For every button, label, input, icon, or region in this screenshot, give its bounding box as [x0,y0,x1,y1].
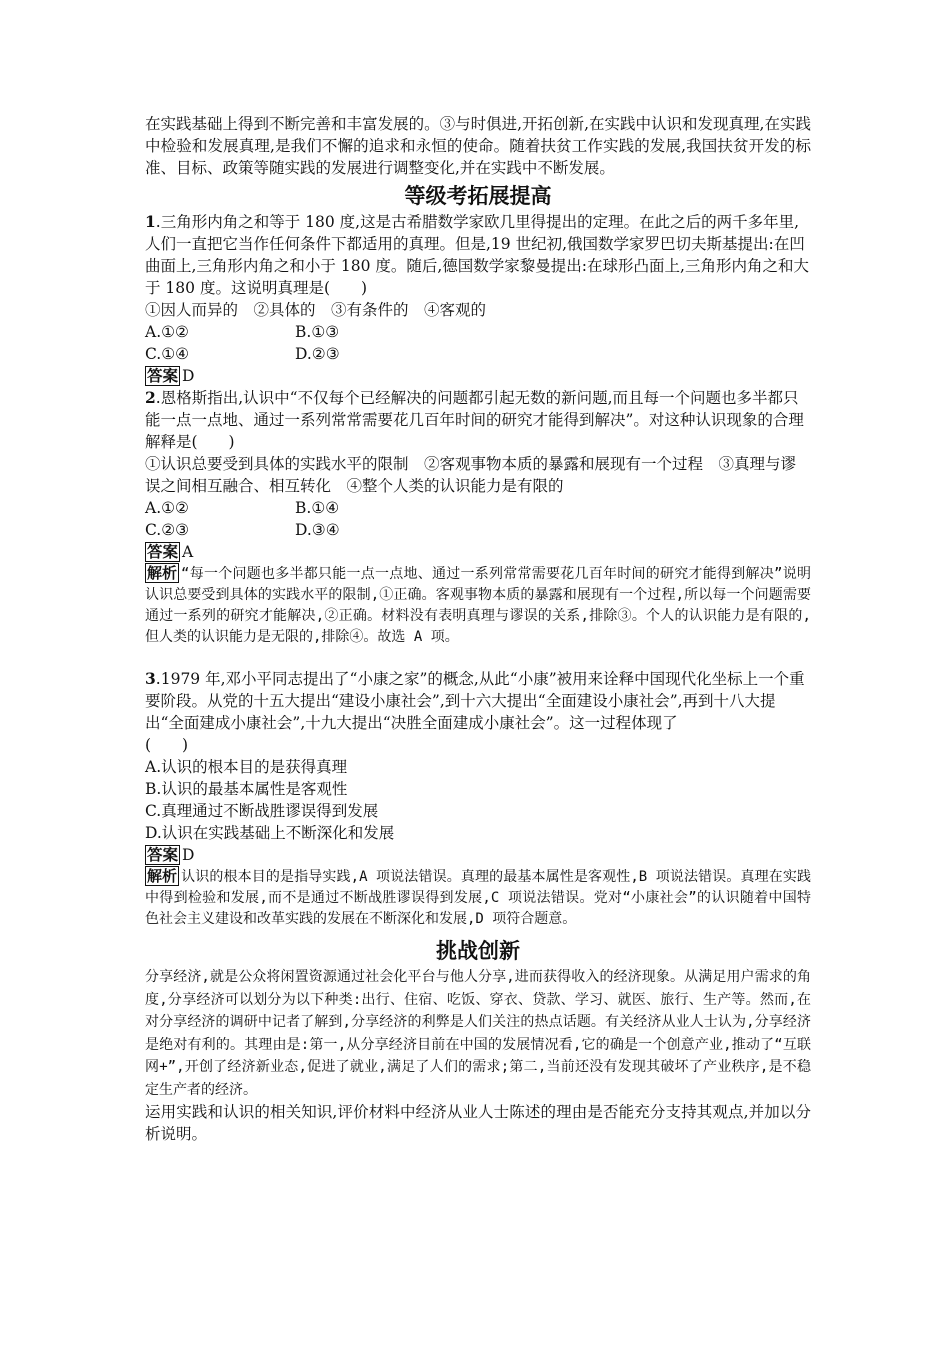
material-paragraph: 分享经济,就是公众将闲置资源通过社会化平台与他人分享,进而获得收入的经济现象。从满足用户需求的角度,分享经济可以划分为以下种类:出行、住宿、吃饭、穿衣、贷款、学习、就医、旅行、生产等。然而,在对分享经济的调研中记者了解到,分享经济的利弊是人们关注的热点话题。有关经济从业人士认为,分享经济是绝对有利的。其理由是:第一,从分享经济目前在中国的发展情况看,它的确是一个创意产业,推动了“互联网+”,开创了经济新业态,促进了就业,满足了人们的需求;第二,当前还没有发现其破坏了产业秩序,是不稳定生产者的经济。 [145,969,811,1098]
question-number: 3 [145,669,156,688]
question-2 [145,387,811,648]
task-paragraph: 运用实践和认识的相关知识,评价材料中经济从业人士陈述的理由是否能充分支持其观点,并加以分析说明。 [145,1103,811,1143]
question-3 [145,668,811,930]
question-text: .1979 年,邓小平同志提出了“小康之家”的概念,从此“小康”被用来诠释中国现代化坐标上一个重要阶段。从党的十五大提出“建设小康社会”,到十六大提出“全面建设小康社会”,再到十八大提出“全面建成小康社会”,十九大提出“决胜全面建成小康社会”。这一过程体现了 [145,670,805,732]
question-2-stem [145,387,811,453]
answer-tag: 答案 [147,845,179,864]
document-page [145,113,811,1145]
option-c: C.真理通过不断战胜谬误得到发展 [145,802,379,820]
answer-tag: 答案 [147,542,179,561]
answer-line [145,365,811,387]
section-heading-extension: 等级考拓展提高 [404,184,552,208]
option-d: D.认识在实践基础上不断深化和发展 [145,824,395,842]
explanation-tag: 解析 [147,564,178,582]
question-1-stem [145,211,811,299]
answer-tag: 答案 [147,366,179,385]
option-c: C.②③ [145,521,190,539]
section-heading-challenge: 挑战创新 [436,939,520,963]
answer-value: D [182,367,195,385]
answer-value: A [182,543,194,561]
option-b: B.①③ [295,323,340,341]
answer-line [145,844,811,866]
question-2-items: ①认识总要受到具体的实践水平的限制 ②客观事物本质的暴露和展现有一个过程 ③真理与谬误之间相互融合、相互转化 ④整个人类的认识能力是有限的 [145,455,797,495]
option-a: A.认识的根本目的是获得真理 [145,758,348,776]
explanation-text: 认识的根本目的是指导实践,A 项说法错误。真理的最基本属性是客观性,B 项说法错误。真理在实践中得到检验和发展,而不是通过不断战胜谬误得到发展,C 项说法错误。党对“小康社会”的认识随着中国特色社会主义建设和改革实践的发展在不断深化和发展,D 项符合题意。 [145,869,811,927]
explanation [145,563,811,648]
question-number: 1 [145,212,156,231]
answer-line [145,541,811,563]
options-row [145,321,811,343]
option-c: C.①④ [145,345,190,363]
options-row [145,497,811,519]
question-3-stem [145,668,811,734]
question-number: 2 [145,388,156,407]
intro-paragraph: 在实践基础上得到不断完善和丰富发展的。③与时俱进,开拓创新,在实践中认识和发现真理,在实践中检验和发展真理,是我们不懈的追求和永恒的使命。随着扶贫工作实践的发展,我国扶贫开发的标准、目标、政策等随实践的发展进行调整变化,并在实践中不断发展。 [145,115,811,177]
options-row [145,343,811,365]
option-b: B.认识的最基本属性是客观性 [145,780,348,798]
question-text: .恩格斯指出,认识中“不仅每个已经解决的问题都引起无数的新问题,而且每一个问题也多半都只能一点一点地、通过一系列常常需要花几百年时间的研究才能得到解决”。对这种认识现象的合理解释是( ) [145,389,804,451]
answer-value: D [182,846,195,864]
question-1 [145,211,811,387]
option-a: A.①② [145,499,189,517]
question-1-items: ①因人而异的 ②具体的 ③有条件的 ④客观的 [145,301,487,319]
explanation [145,866,811,930]
question-3-paren: ( ) [145,736,189,754]
question-text: .三角形内角之和等于 180 度,这是古希腊数学家欧几里得提出的定理。在此之后的两千多年里,人们一直把它当作任何条件下都适用的真理。但是,19 世纪初,俄国数学家罗巴切夫斯基提出:在凹曲面上,三角形内角之和小于 180 度。随后,德国数学家黎曼提出:在球形凸面上,三角形内角之和大于 180 度。这说明真理是( ) [145,213,809,297]
spacer [145,648,811,668]
explanation-text: “每一个问题也多半都只能一点一点地、通过一系列常常需要花几百年时间的研究才能得到解决”说明认识总要受到具体的实践水平的限制,①正确。客观事物本质的暴露和展现有一个过程,所以每一个问题需要通过一系列的研究才能解决,②正确。材料没有表明真理与谬误的关系,排除③。个人的认识能力是有限的,但人类的认识能力是无限的,排除④。故选 A 项。 [145,566,811,645]
options-row [145,519,811,541]
explanation-tag: 解析 [147,867,178,885]
option-a: A.①② [145,323,189,341]
option-d: D.③④ [295,521,340,539]
option-b: B.①④ [295,499,340,517]
option-d: D.②③ [295,345,340,363]
